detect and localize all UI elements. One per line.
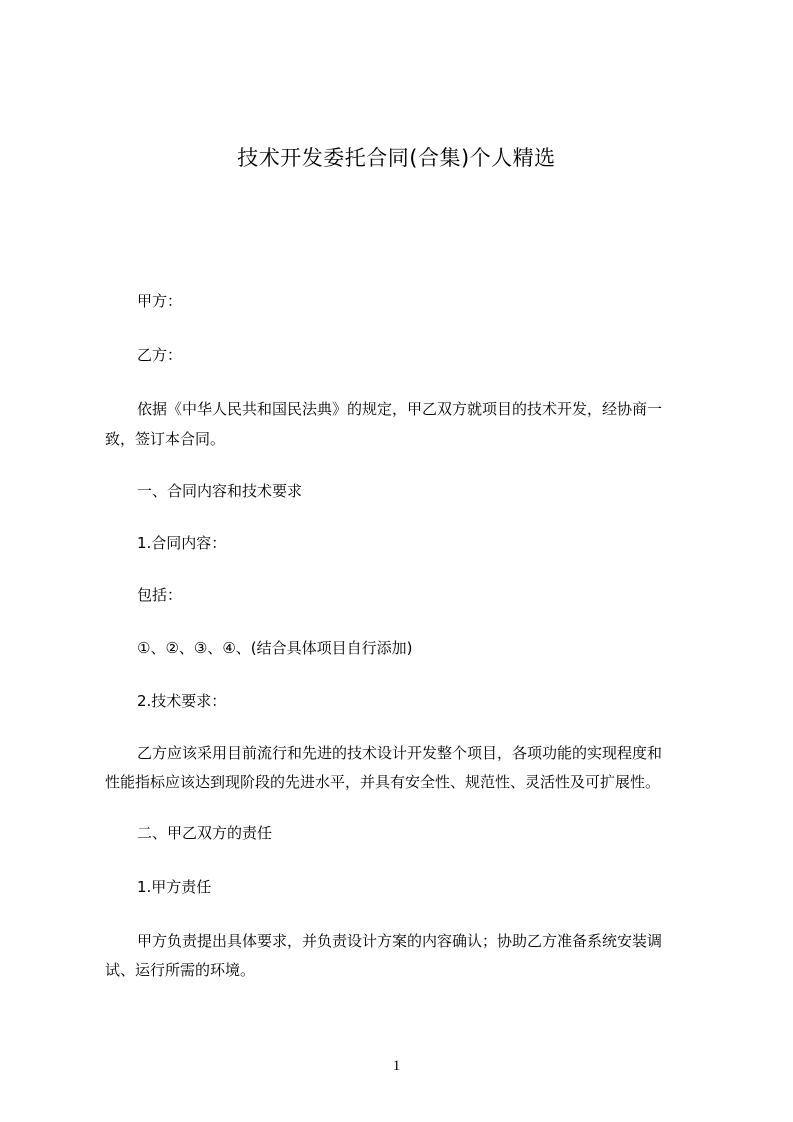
party-a-responsibility-line-1: 甲方负责提出具体要求，并负责设计方案的内容确认；协助乙方准备系统安装调 bbox=[137, 932, 663, 950]
includes-label: 包括： bbox=[137, 586, 183, 604]
intro-paragraph-line-2: 致，签订本合同。 bbox=[105, 430, 226, 448]
items-list: ①、②、③、④、(结合具体项目自行添加) bbox=[137, 639, 413, 657]
party-a-responsibility-heading: 1.甲方责任 bbox=[137, 878, 212, 896]
party-a-responsibility-line-2: 试、运行所需的环境。 bbox=[105, 961, 256, 979]
section-2-heading: 二、甲乙双方的责任 bbox=[137, 824, 273, 842]
section-1-heading: 一、合同内容和技术要求 bbox=[137, 482, 303, 500]
party-b-label: 乙方： bbox=[137, 346, 183, 364]
document-title: 技术开发委托合同(合集)个人精选 bbox=[237, 146, 556, 170]
party-a-label: 甲方： bbox=[137, 292, 183, 310]
page-number: 1 bbox=[392, 1058, 401, 1074]
technical-requirements-heading: 2.技术要求： bbox=[137, 692, 227, 710]
contract-content-heading: 1.合同内容： bbox=[137, 534, 227, 552]
technical-requirements-line-1: 乙方应该采用目前流行和先进的技术设计开发整个项目，各项功能的实现程度和 bbox=[137, 744, 663, 762]
intro-paragraph-line-1: 依据《中华人民共和国民法典》的规定，甲乙双方就项目的技术开发，经协商一 bbox=[137, 400, 663, 418]
technical-requirements-line-2: 性能指标应该达到现阶段的先进水平，并具有安全性、规范性、灵活性及可扩展性。 bbox=[105, 773, 661, 791]
